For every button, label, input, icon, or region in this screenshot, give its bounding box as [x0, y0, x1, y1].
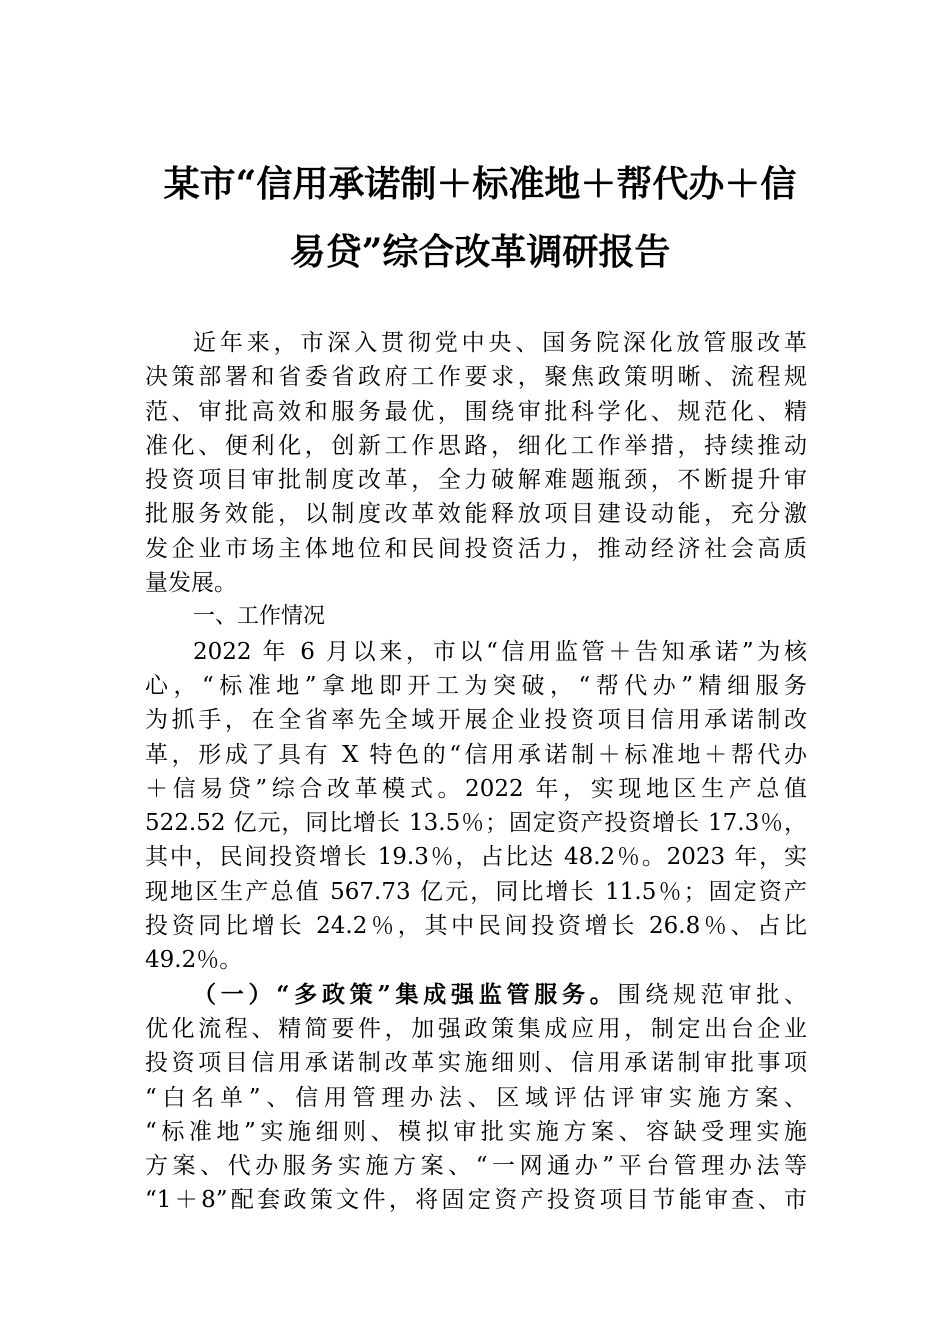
paragraph-line: ＋信易贷”综合改革模式。2022 年，实现地区生产总值 — [145, 775, 807, 802]
paragraph-line: “标准地”实施细则、模拟审批实施方案、容缺受理实施 — [145, 1118, 807, 1145]
paragraph-line: 为抓手，在全省率先全域开展企业投资项目信用承诺制改 — [145, 707, 807, 734]
section-heading: 一、工作情况 — [193, 604, 326, 630]
paragraph-line: “白名单”、信用管理办法、区域评估评审实施方案、 — [145, 1084, 807, 1111]
paragraph-line: 投资同比增长 24.2％，其中民间投资增长 26.8％、占比 — [145, 913, 807, 940]
paragraph-line: 投资项目审批制度改革，全力破解难题瓶颈，不断提升审 — [145, 467, 807, 494]
paragraph-line: 近年来，市深入贯彻党中央、国务院深化放管服改革 — [193, 330, 807, 356]
document-title-line-1: 某市“信用承诺制＋标准地＋帮代办＋信 — [163, 163, 797, 205]
sub-heading: （一）“多政策”集成强监管服务。 — [193, 980, 618, 1008]
paragraph-line: 批服务效能，以制度改革效能释放项目建设动能，充分激 — [145, 501, 807, 528]
paragraph-line: 革，形成了具有 X 特色的“信用承诺制＋标准地＋帮代办 — [145, 741, 807, 768]
paragraph-line: 准化、便利化，创新工作思路，细化工作举措，持续推动 — [145, 432, 807, 459]
paragraph-line: 投资项目信用承诺制改革实施细则、信用承诺制审批事项 — [145, 1050, 807, 1077]
document-body — [145, 326, 807, 1218]
paragraph-line: 决策部署和省委省政府工作要求，聚焦政策明晰、流程规 — [145, 364, 807, 391]
paragraph-line: 现地区生产总值 567.73 亿元，同比增长 11.5％；固定资产 — [145, 878, 807, 905]
paragraph-text: 围绕规范审批、 — [617, 981, 807, 1008]
paragraph-line: “1＋8”配套政策文件，将固定资产投资项目节能审查、市 — [145, 1187, 807, 1214]
paragraph-line: 心，“标准地”拿地即开工为突破，“帮代办”精细服务 — [145, 672, 807, 699]
document-title-line-2: 易贷”综合改革调研报告 — [289, 231, 671, 273]
paragraph-line: 范、审批高效和服务最优，围绕审批科学化、规范化、精 — [145, 398, 807, 425]
paragraph-line: 522.52 亿元，同比增长 13.5％；固定资产投资增长 17.3％， — [145, 810, 807, 837]
paragraph-line: 其中，民间投资增长 19.3％，占比达 48.2％。2023 年，实 — [145, 844, 807, 871]
paragraph-line: 量发展。 — [145, 570, 237, 597]
paragraph-line: 方案、代办服务实施方案、“一网通办”平台管理办法等 — [145, 1153, 807, 1180]
paragraph-line: 优化流程、精简要件，加强政策集成应用，制定出台企业 — [145, 1015, 807, 1042]
paragraph-line: 2022 年 6 月以来，市以“信用监管＋告知承诺”为核 — [193, 638, 807, 665]
paragraph-line: 49.2％。 — [145, 947, 243, 974]
paragraph-line: 发企业市场主体地位和民间投资活力，推动经济社会高质 — [145, 535, 807, 562]
paragraph-line — [145, 978, 807, 1012]
